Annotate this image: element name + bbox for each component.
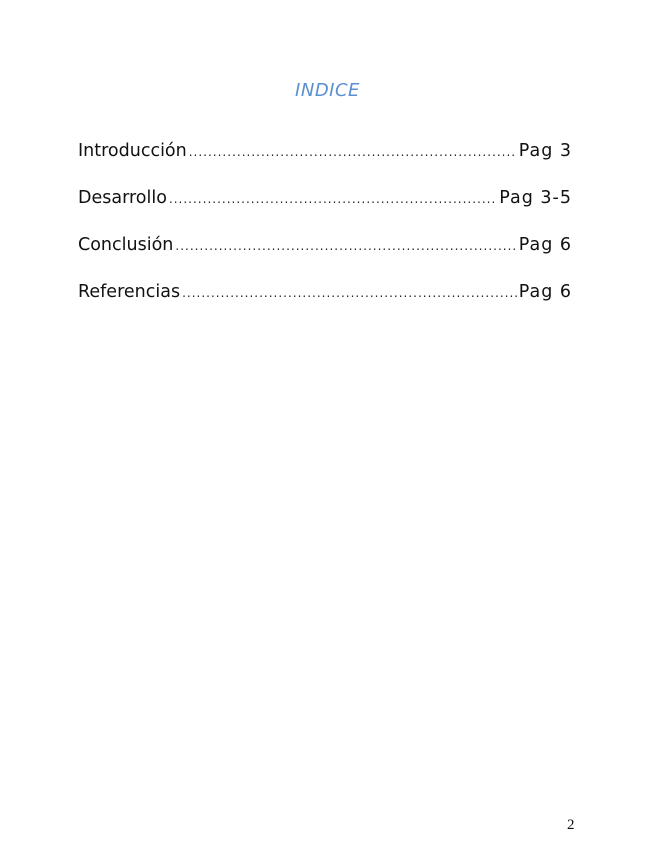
toc-entry-introduccion	[78, 141, 572, 164]
toc-entry-referencias	[78, 282, 572, 305]
toc-dot-leader	[189, 145, 517, 159]
toc-entry-label: Conclusión	[78, 235, 174, 255]
page-number: 2	[567, 817, 575, 833]
toc-entry-label: Introducción	[78, 141, 187, 161]
toc-entry-page: Pag 3-5	[499, 188, 572, 208]
toc-entry-conclusion	[78, 235, 572, 258]
toc-dot-leader	[169, 192, 497, 206]
toc-dot-leader	[175, 239, 516, 253]
table-of-contents	[78, 141, 572, 329]
toc-entry-label: Referencias	[78, 282, 181, 302]
toc-entry-page: Pag 3	[518, 141, 572, 161]
toc-entry-desarrollo	[78, 188, 572, 211]
toc-entry-label: Desarrollo	[78, 188, 167, 208]
toc-dot-leader	[182, 286, 517, 300]
toc-entry-page: Pag 6	[518, 282, 572, 302]
toc-entry-page: Pag 6	[518, 235, 572, 255]
toc-title: INDICE	[295, 80, 360, 101]
